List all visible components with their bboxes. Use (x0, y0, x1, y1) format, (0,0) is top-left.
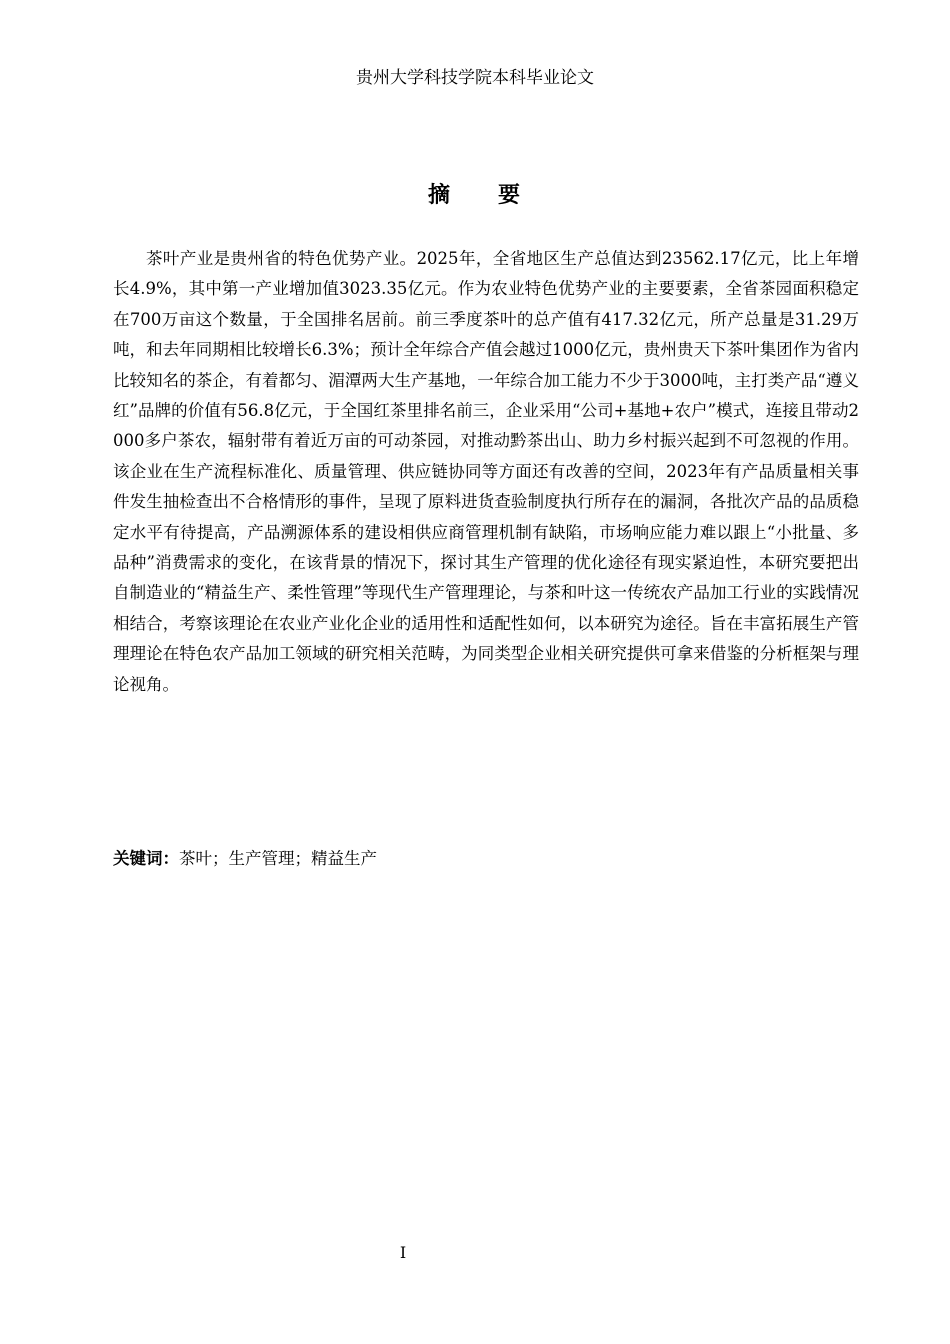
page-header (0, 66, 950, 90)
abstract-body: 茶叶产业是贵州省的特色优势产业。2025年，全省地区生产总值达到23562.17亿元，比上年增长4.9%，其中第一产业增加值3023.35亿元。作为农业特色优势产业的主要要素，全省茶园面积稳定在700万亩这个数量，于全国排名居前。前三季度茶叶的总产值有417.32亿元，所产总量是31.29万吨，和去年同期相比较增长6.3%；预计全年综合产值会越过1000亿元，贵州贵天下茶叶集团作为省内比较知名的茶企，有着都匀、湄潭两大生产基地，一年综合加工能力不少于3000吨，主打类产品“遵义红”品牌的价值有56.8亿元，于全国红茶里排名前三，企业采用“公司+基地+农户”模式，连接且带动2000多户茶农，辐射带有着近万亩的可动茶园，对推动黔茶出山、助力乡村振兴起到不可忽视的作用。该企业在生产流程标准化、质量管理、供应链协同等方面还有改善的空间，2023年有产品质量相关事件发生抽检查出不合格情形的事件，呈现了原料进货查验制度执行所存在的漏洞，各批次产品的品质稳定水平有待提高，产品溯源体系的建设相供应商管理机制有缺陷，市场响应能力难以跟上“小批量、多品种”消费需求的变化，在该背景的情况下，探讨其生产管理的优化途径有现实紧迫性，本研究要把出自制造业的“精益生产、柔性管理”等现代生产管理理论，与茶和叶这一传统农产品加工行业的实践情况相结合，考察该理论在农业产业化企业的适用性和适配性如何，以本研究为途径。旨在丰富拓展生产管理理论在特色农产品加工领域的研究相关范畴，为同类型企业相关研究提供可拿来借鉴的分析框架与理论视角。 (113, 249, 859, 694)
abstract-title (0, 178, 950, 212)
abstract-title-char-1: 摘 (427, 182, 452, 208)
keywords-label: 关键词： (113, 849, 179, 868)
abstract-title-char-2: 要 (498, 182, 523, 208)
keywords (113, 846, 377, 872)
page-header-text: 贵州大学科技学院本科毕业论文 (356, 68, 594, 88)
keywords-value: 茶叶；生产管理；精益生产 (179, 849, 377, 868)
page-number-text: I (399, 1243, 407, 1262)
page-number (0, 1242, 806, 1264)
